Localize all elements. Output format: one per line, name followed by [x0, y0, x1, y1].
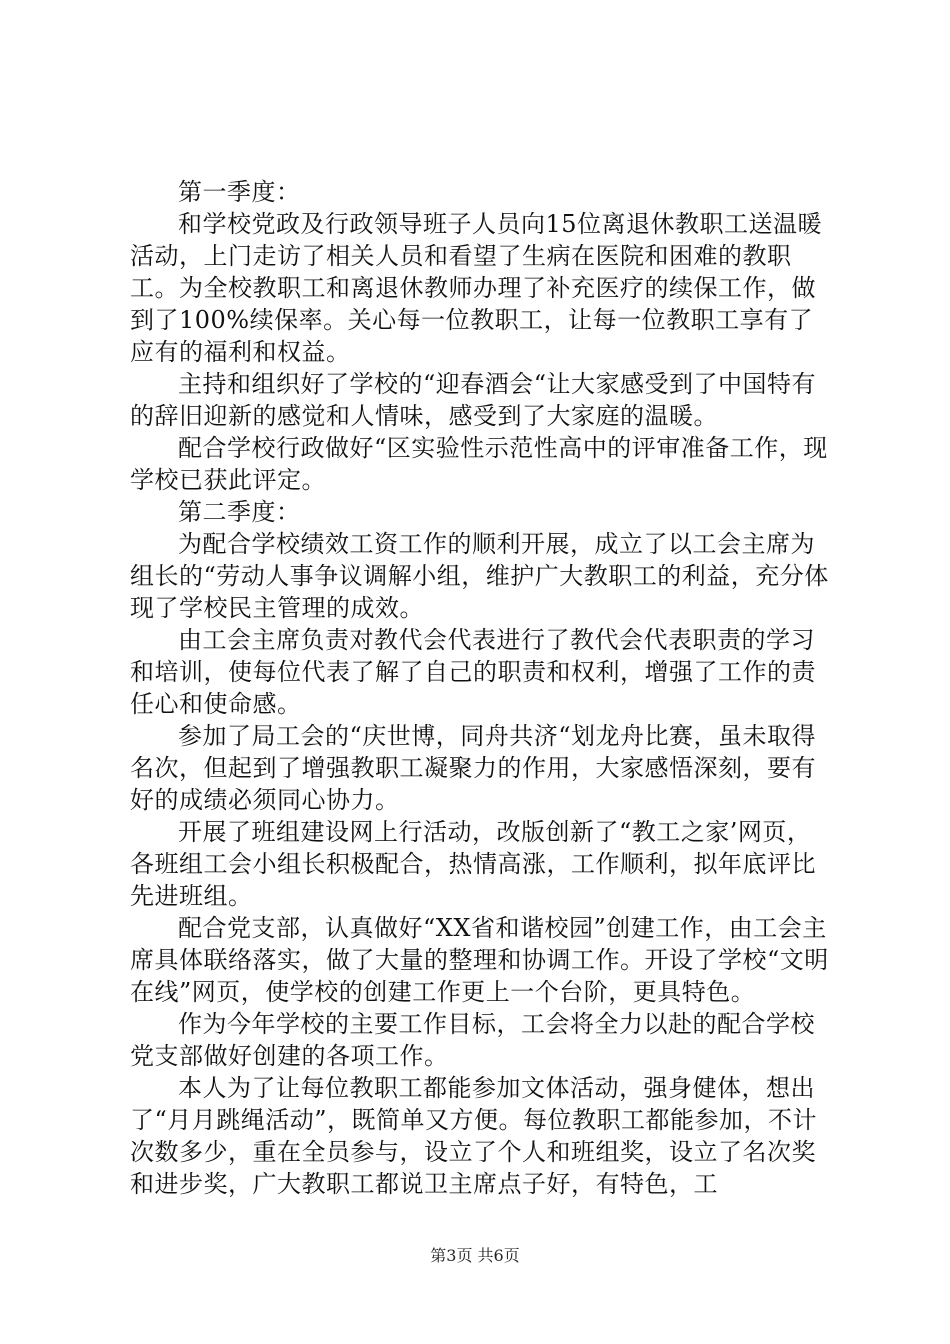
document-body	[130, 176, 830, 1200]
paragraph: 配合学校行政做好“区实验性示范性高中的评审准备工作，现学校已获此评定。	[130, 434, 828, 494]
paragraph: 本人为了让每位教职工都能参加文体活动，强身健体，想出了“月月跳绳活动”，既简单又方便。每位教职工都能参加，不计次数多少，重在全员参与，设立了个人和班组奖，设立了名次奖和进步奖，广大教职工都说卫主席点子好，有特色，工	[130, 1074, 818, 1198]
page-number-footer: 第3页 共6页	[430, 1246, 520, 1265]
paragraph: 为配合学校绩效工资工作的顺利开展，成立了以工会主席为组长的“劳动人事争议调解小组，维护广大教职工的利益，充分体现了学校民主管理的成效。	[130, 530, 829, 622]
paragraph: 主持和组织好了学校的“迎春酒会“让大家感受到了中国特有的辞旧迎新的感觉和人情味，感受到了大家庭的温暖。	[130, 370, 817, 430]
paragraph: 参加了局工会的“庆世博，同舟共济“划龙舟比赛，虽未取得名次，但起到了增强教职工凝聚力的作用，大家感悟深刻，要有好的成绩必须同心协力。	[130, 722, 817, 814]
paragraph: 作为今年学校的主要工作目标，工会将全力以赴的配合学校党支部做好创建的各项工作。	[130, 1010, 815, 1070]
paragraph: 配合党支部，认真做好“XX省和谐校园”创建工作，由工会主席具体联络落实，做了大量的整理和协调工作。开设了学校“文明在线”网页，使学校的创建工作更上一个台阶，更具特色。	[130, 914, 829, 1006]
paragraph: 由工会主席负责对教代会代表进行了教代会代表职责的学习和培训，使每位代表了解了自己的职责和权利，增强了工作的责任心和使命感。	[130, 626, 816, 718]
paragraph: 开展了班组建设网上行活动，改版创新了“教工之家’网页，各班组工会小组长积极配合，热情高涨，工作顺利，拟年底评比先进班组。	[130, 818, 816, 910]
section-heading-q2: 第二季度：	[178, 498, 301, 526]
section-heading-q1: 第一季度：	[178, 178, 301, 206]
paragraph: 和学校党政及行政领导班子人员向15位离退休教职工送温暖活动，上门走访了相关人员和看望了生病在医院和困难的教职工。为全校教职工和离退休教师办理了补充医疗的续保工作，做到了100%续保率。关心每一位教职工，让每一位教职工享有了应有的福利和权益。	[130, 210, 823, 366]
